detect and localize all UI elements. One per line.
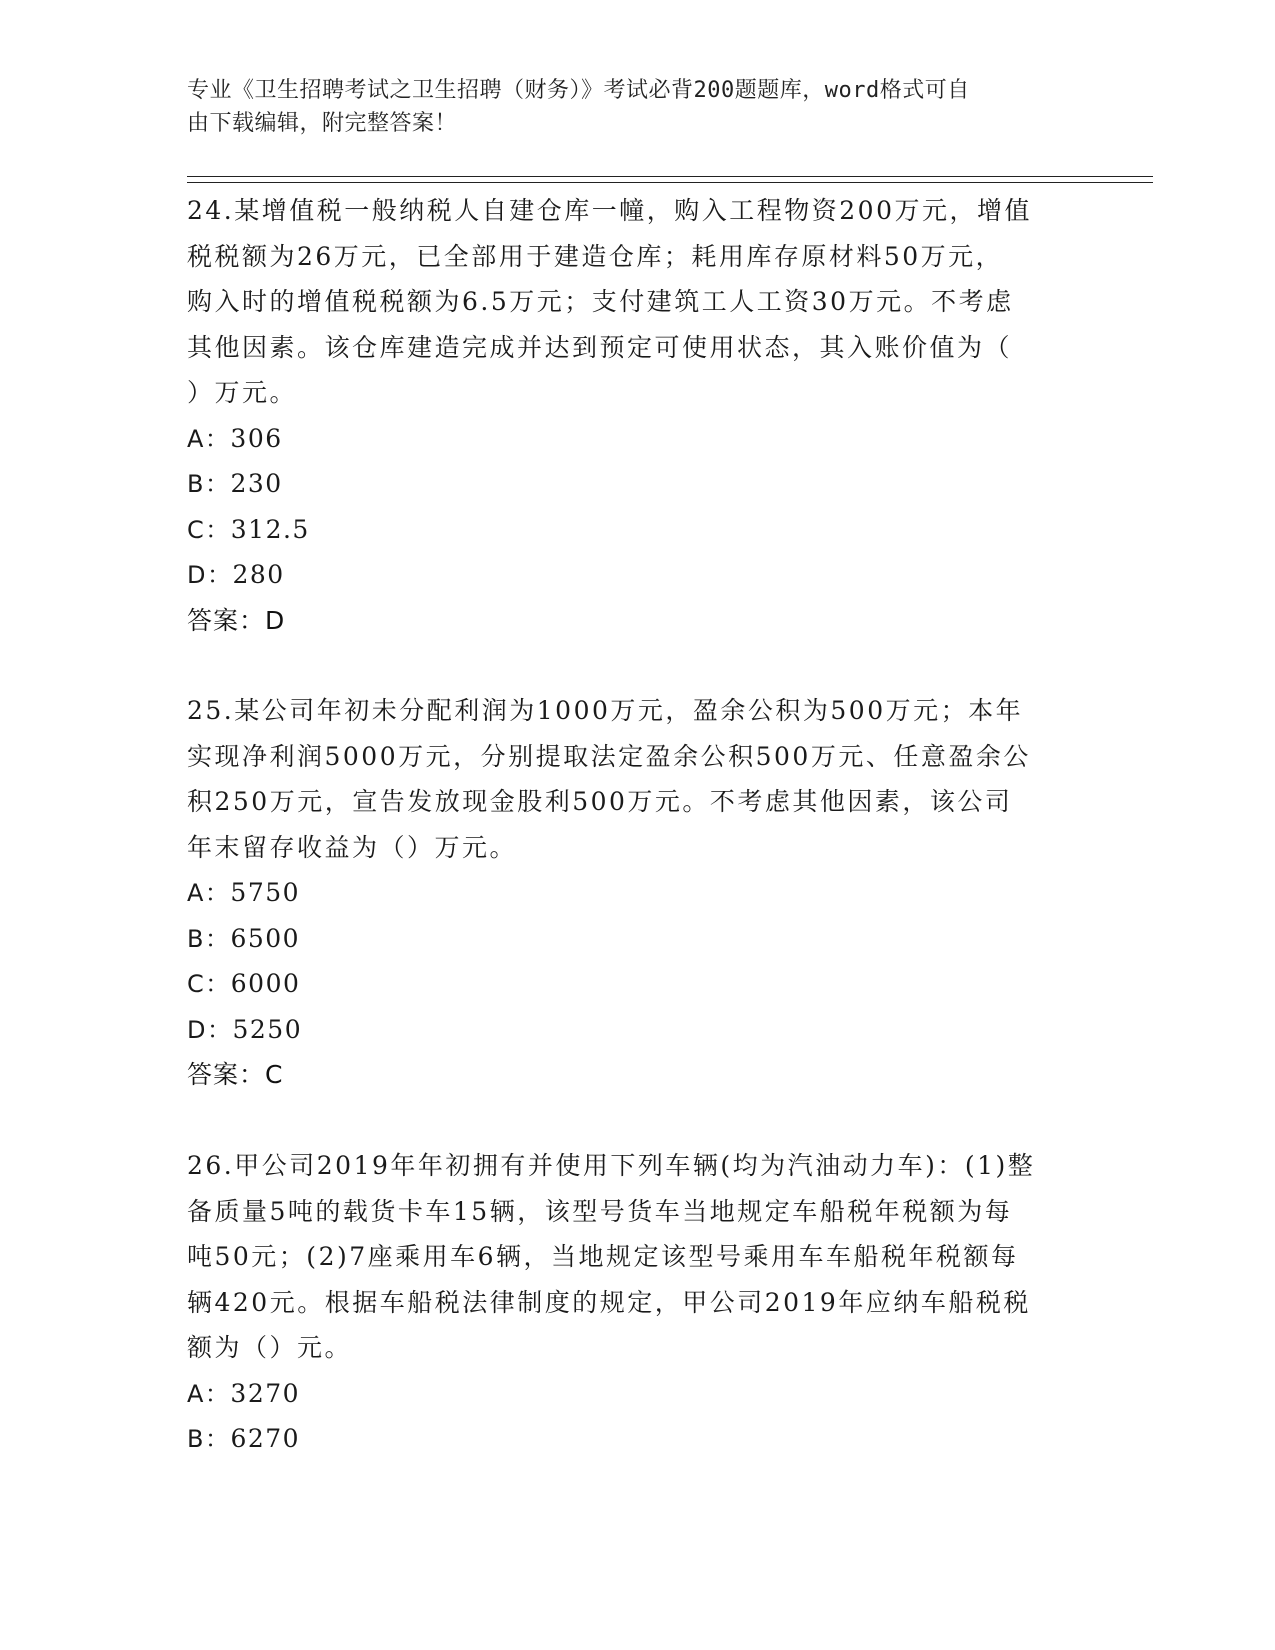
option-letter: A： bbox=[187, 1379, 231, 1408]
question-stem bbox=[187, 1143, 1087, 1371]
option-value: 5750 bbox=[230, 878, 301, 907]
option-letter: B： bbox=[187, 1425, 231, 1453]
option-letter: A： bbox=[187, 424, 231, 453]
option-c bbox=[187, 507, 1087, 553]
question-stem bbox=[187, 188, 1087, 416]
option-value: 6270 bbox=[230, 1424, 301, 1453]
option-value: 312.5 bbox=[230, 514, 310, 544]
header-line-1: 专业《卫生招聘考试之卫生招聘（财务）》考试必背200题题库，word格式可自 bbox=[187, 78, 970, 103]
stem-line: 购入时的增值税税额为6.5万元；支付建筑工人工资30万元。不考虑 bbox=[187, 287, 1014, 316]
option-b bbox=[187, 461, 1087, 507]
option-value: 280 bbox=[232, 560, 285, 589]
option-c bbox=[187, 961, 1087, 1007]
option-d bbox=[187, 552, 1087, 598]
question-stem bbox=[187, 688, 1087, 870]
stem-line: 税税额为26万元，已全部用于建造仓库；耗用库存原材料50万元， bbox=[187, 241, 1004, 271]
option-a bbox=[187, 416, 1087, 462]
question-26 bbox=[187, 1143, 1087, 1462]
header-divider-bottom bbox=[187, 182, 1153, 183]
stem-line: 25.某公司年初未分配利润为1000万元，盈余公积为500万元；本年 bbox=[187, 696, 1024, 725]
document-header bbox=[187, 74, 1067, 140]
option-value: 306 bbox=[230, 423, 283, 453]
option-list bbox=[187, 1371, 1087, 1462]
stem-line: 26.甲公司2019年年初拥有并使用下列车辆(均为汽油动力车)：(1)整 bbox=[187, 1151, 1036, 1180]
option-letter: D： bbox=[187, 561, 233, 589]
option-d bbox=[187, 1007, 1087, 1053]
option-a bbox=[187, 870, 1087, 916]
option-value: 6500 bbox=[230, 923, 301, 953]
option-value: 3270 bbox=[230, 1378, 301, 1408]
option-letter: C： bbox=[187, 515, 231, 544]
stem-line: 24.某增值税一般纳税人自建仓库一幢，购入工程物资200万元，增值 bbox=[187, 196, 1032, 225]
option-b bbox=[187, 1416, 1087, 1462]
option-a bbox=[187, 1371, 1087, 1417]
option-letter: A： bbox=[187, 879, 231, 907]
option-letter: C： bbox=[187, 970, 231, 998]
option-letter: D： bbox=[187, 1015, 233, 1044]
option-letter: B： bbox=[187, 924, 231, 953]
option-list bbox=[187, 416, 1087, 598]
option-value: 230 bbox=[230, 469, 283, 498]
stem-line: 实现净利润5000万元，分别提取法定盈余公积500万元、任意盈余公 bbox=[187, 741, 1031, 771]
option-value: 6000 bbox=[230, 969, 301, 998]
stem-line: 辆420元。根据车船税法律制度的规定，甲公司2019年应纳车船税税 bbox=[187, 1287, 1031, 1317]
stem-line: 吨50元；(2)7座乘用车6辆，当地规定该型号乘用车车船税年税额每 bbox=[187, 1242, 1019, 1271]
header-divider-top bbox=[187, 176, 1153, 177]
option-value: 5250 bbox=[232, 1014, 303, 1044]
stem-line: 积250万元，宣告发放现金股利500万元。不考虑其他因素，该公司 bbox=[187, 787, 1013, 816]
header-line-2: 由下载编辑，附完整答案！ bbox=[187, 111, 458, 136]
option-list bbox=[187, 870, 1087, 1052]
question-24 bbox=[187, 188, 1087, 643]
stem-line: ）万元。 bbox=[187, 378, 298, 407]
answer-line: 答案：D bbox=[187, 605, 286, 635]
option-b bbox=[187, 916, 1087, 962]
stem-line: 额为（）元。 bbox=[187, 1333, 353, 1362]
stem-line: 年末留存收益为（）万元。 bbox=[187, 832, 518, 862]
option-letter: B： bbox=[187, 470, 231, 498]
answer-line: 答案：C bbox=[187, 1060, 284, 1089]
stem-line: 其他因素。该仓库建造完成并达到预定可使用状态，其入账价值为（ bbox=[187, 332, 1013, 362]
question-25 bbox=[187, 688, 1087, 1098]
stem-line: 备质量5吨的载货卡车15辆，该型号货车当地规定车船税年税额为每 bbox=[187, 1196, 1013, 1226]
